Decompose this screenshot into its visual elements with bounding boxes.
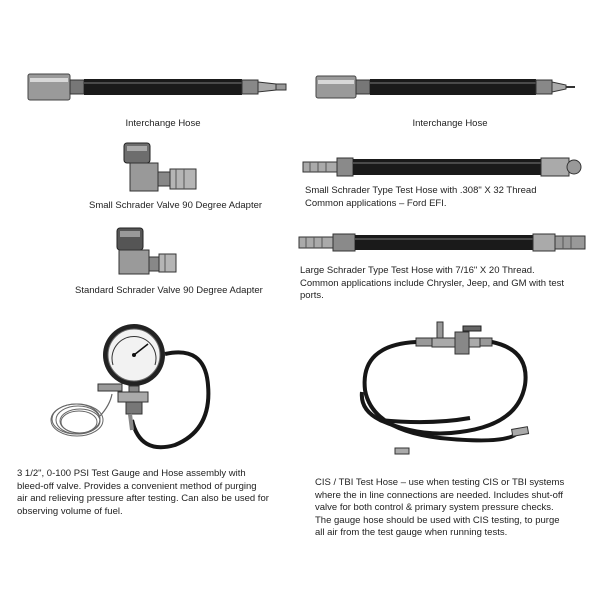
interchange-hose-right-caption: Interchange Hose — [412, 118, 488, 129]
test-gauge-caption-line: observing volume of fuel. — [17, 505, 123, 517]
cis-tbi-hose-caption-line: all air from the test gauge when running tests. — [315, 527, 508, 538]
large-schrader-hose-caption-line: Large Schrader Type Test Hose with 7/16" X 20 Thread. — [300, 265, 535, 276]
large-schrader-hose-caption-line: ports. — [300, 290, 324, 301]
small-schrader-hose-caption-line: Common applications – Ford EFI. — [305, 197, 447, 209]
cis-tbi-hose-caption-line: valve for both control & primary system pressure checks. — [315, 502, 554, 513]
cis-tbi-hose-caption — [315, 477, 595, 540]
cis-tbi-hose-caption-line: CIS / TBI Test Hose – use when testing CIS or TBI systems — [315, 477, 565, 488]
small-schrader-hose-caption-line: Small Schrader Type Test Hose with .308" X 32 Thread — [305, 185, 537, 196]
test-gauge-caption-line: 3 1/2", 0-100 PSI Test Gauge and Hose assembly with — [17, 468, 246, 479]
cis-tbi-hose-caption-line: where the in line connections are needed. Includes shut-off — [315, 489, 564, 501]
cis-tbi-hose-caption-line: The gauge hose should be used with CIS testing, to purge — [315, 514, 560, 526]
large-schrader-hose-caption-line: Common applications include Chrysler, Jeep, and GM with test — [300, 277, 565, 289]
interchange-hose-left-caption: Interchange Hose — [125, 118, 201, 129]
test-gauge-caption-line: air and relieving pressure after testing. Can also be used for — [17, 493, 269, 504]
test-gauge-caption-line: bleed-off valve. Provides a convenient method of purging — [17, 480, 257, 492]
small-schrader-adapter-caption: Small Schrader Valve 90 Degree Adapter — [89, 200, 263, 211]
standard-schrader-adapter-caption: Standard Schrader Valve 90 Degree Adapter — [75, 285, 263, 296]
